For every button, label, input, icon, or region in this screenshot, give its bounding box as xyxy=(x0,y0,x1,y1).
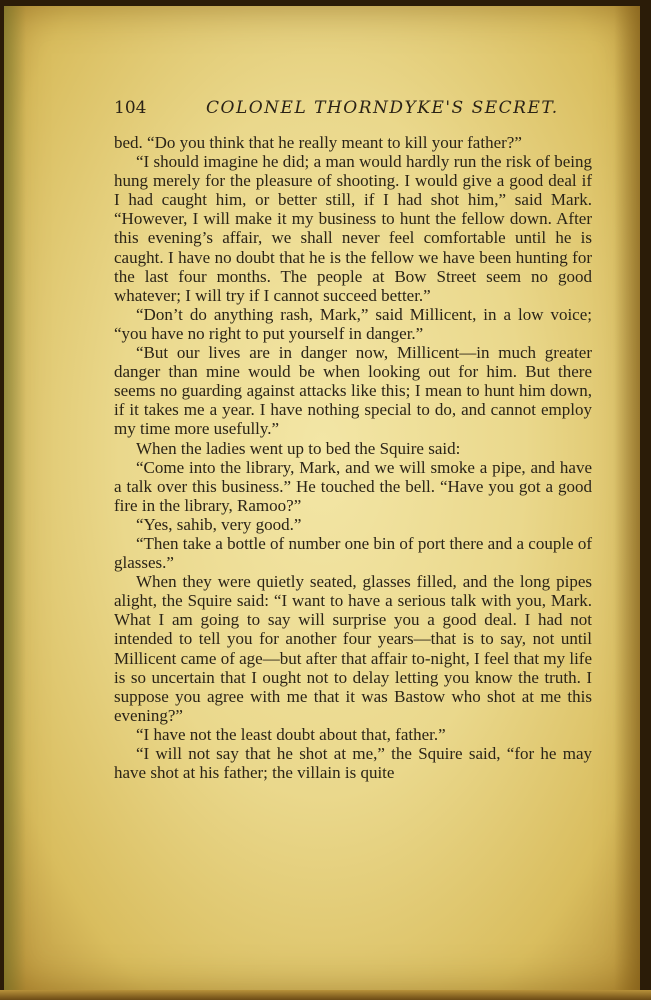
paragraph: “Then take a bottle of number one bin of port there and a couple of glasses.” xyxy=(114,533,592,573)
paragraph: “Don’t do anything rash, Mark,” said Millicent, in a low voice; “you have no right to put yourself in danger.” xyxy=(114,304,592,343)
running-title: COLONEL THORNDYKE'S SECRET. xyxy=(206,98,559,118)
paragraph: When the ladies went up to bed the Squire said: xyxy=(136,438,461,458)
body-text xyxy=(114,133,592,782)
book-page xyxy=(4,6,640,992)
paragraph: “But our lives are in danger now, Millicent—in much greater danger than mine would be when looking out for him. But there seems no guarding against attacks like this; I mean to hunt him down, if it takes me a year. I have nothing special to do, and cannot employ my time more usefully.” xyxy=(114,343,592,439)
paragraph: When they were quietly seated, glasses filled, and the long pipes alight, the Squire said: “I want to have a serious talk with you, Mark. What I am going to say will surprise you a good deal. I had not intended to tell you for another four years—that is to say, not until Millicent came of age—but after that affair to-night, I feel that my life is so uncertain that I ought not to delay letting you know the truth. I suppose you agree with me that it was Bastow who shot at me this evening?” xyxy=(114,572,592,725)
paragraph: “I should imagine he did; a man would hardly run the risk of being hung merely for the pleasure of shooting. I would give a good deal if I had caught him, or better still, if I had shot him,” said Mark. “However, I will make it my business to hunt the fellow down. After this evening’s affair, we shall never feel comfortable until he is caught. I have no doubt that he is the fellow we have been hunting for the last four months. The people at Bow Street seem no good whatever; I will try if I cannot succeed better.” xyxy=(114,152,592,305)
paragraph: “Come into the library, Mark, and we will smoke a pipe, and have a talk over this business.” He touched the bell. “Have you got a good fire in the library, Ramoo?” xyxy=(114,457,592,515)
paragraph: “I have not the least doubt about that, father.” xyxy=(136,724,446,744)
paragraph: “I will not say that he shot at me,” the Squire said, “for he may have shot at his father; the villain is quite xyxy=(114,744,592,783)
paragraph: “Yes, sahib, very good.” xyxy=(136,514,302,534)
running-header xyxy=(114,98,594,124)
paragraph: bed. “Do you think that he really meant to kill your father?” xyxy=(114,133,522,152)
page-bottom-edge xyxy=(0,990,651,1000)
page-number: 104 xyxy=(114,98,147,118)
